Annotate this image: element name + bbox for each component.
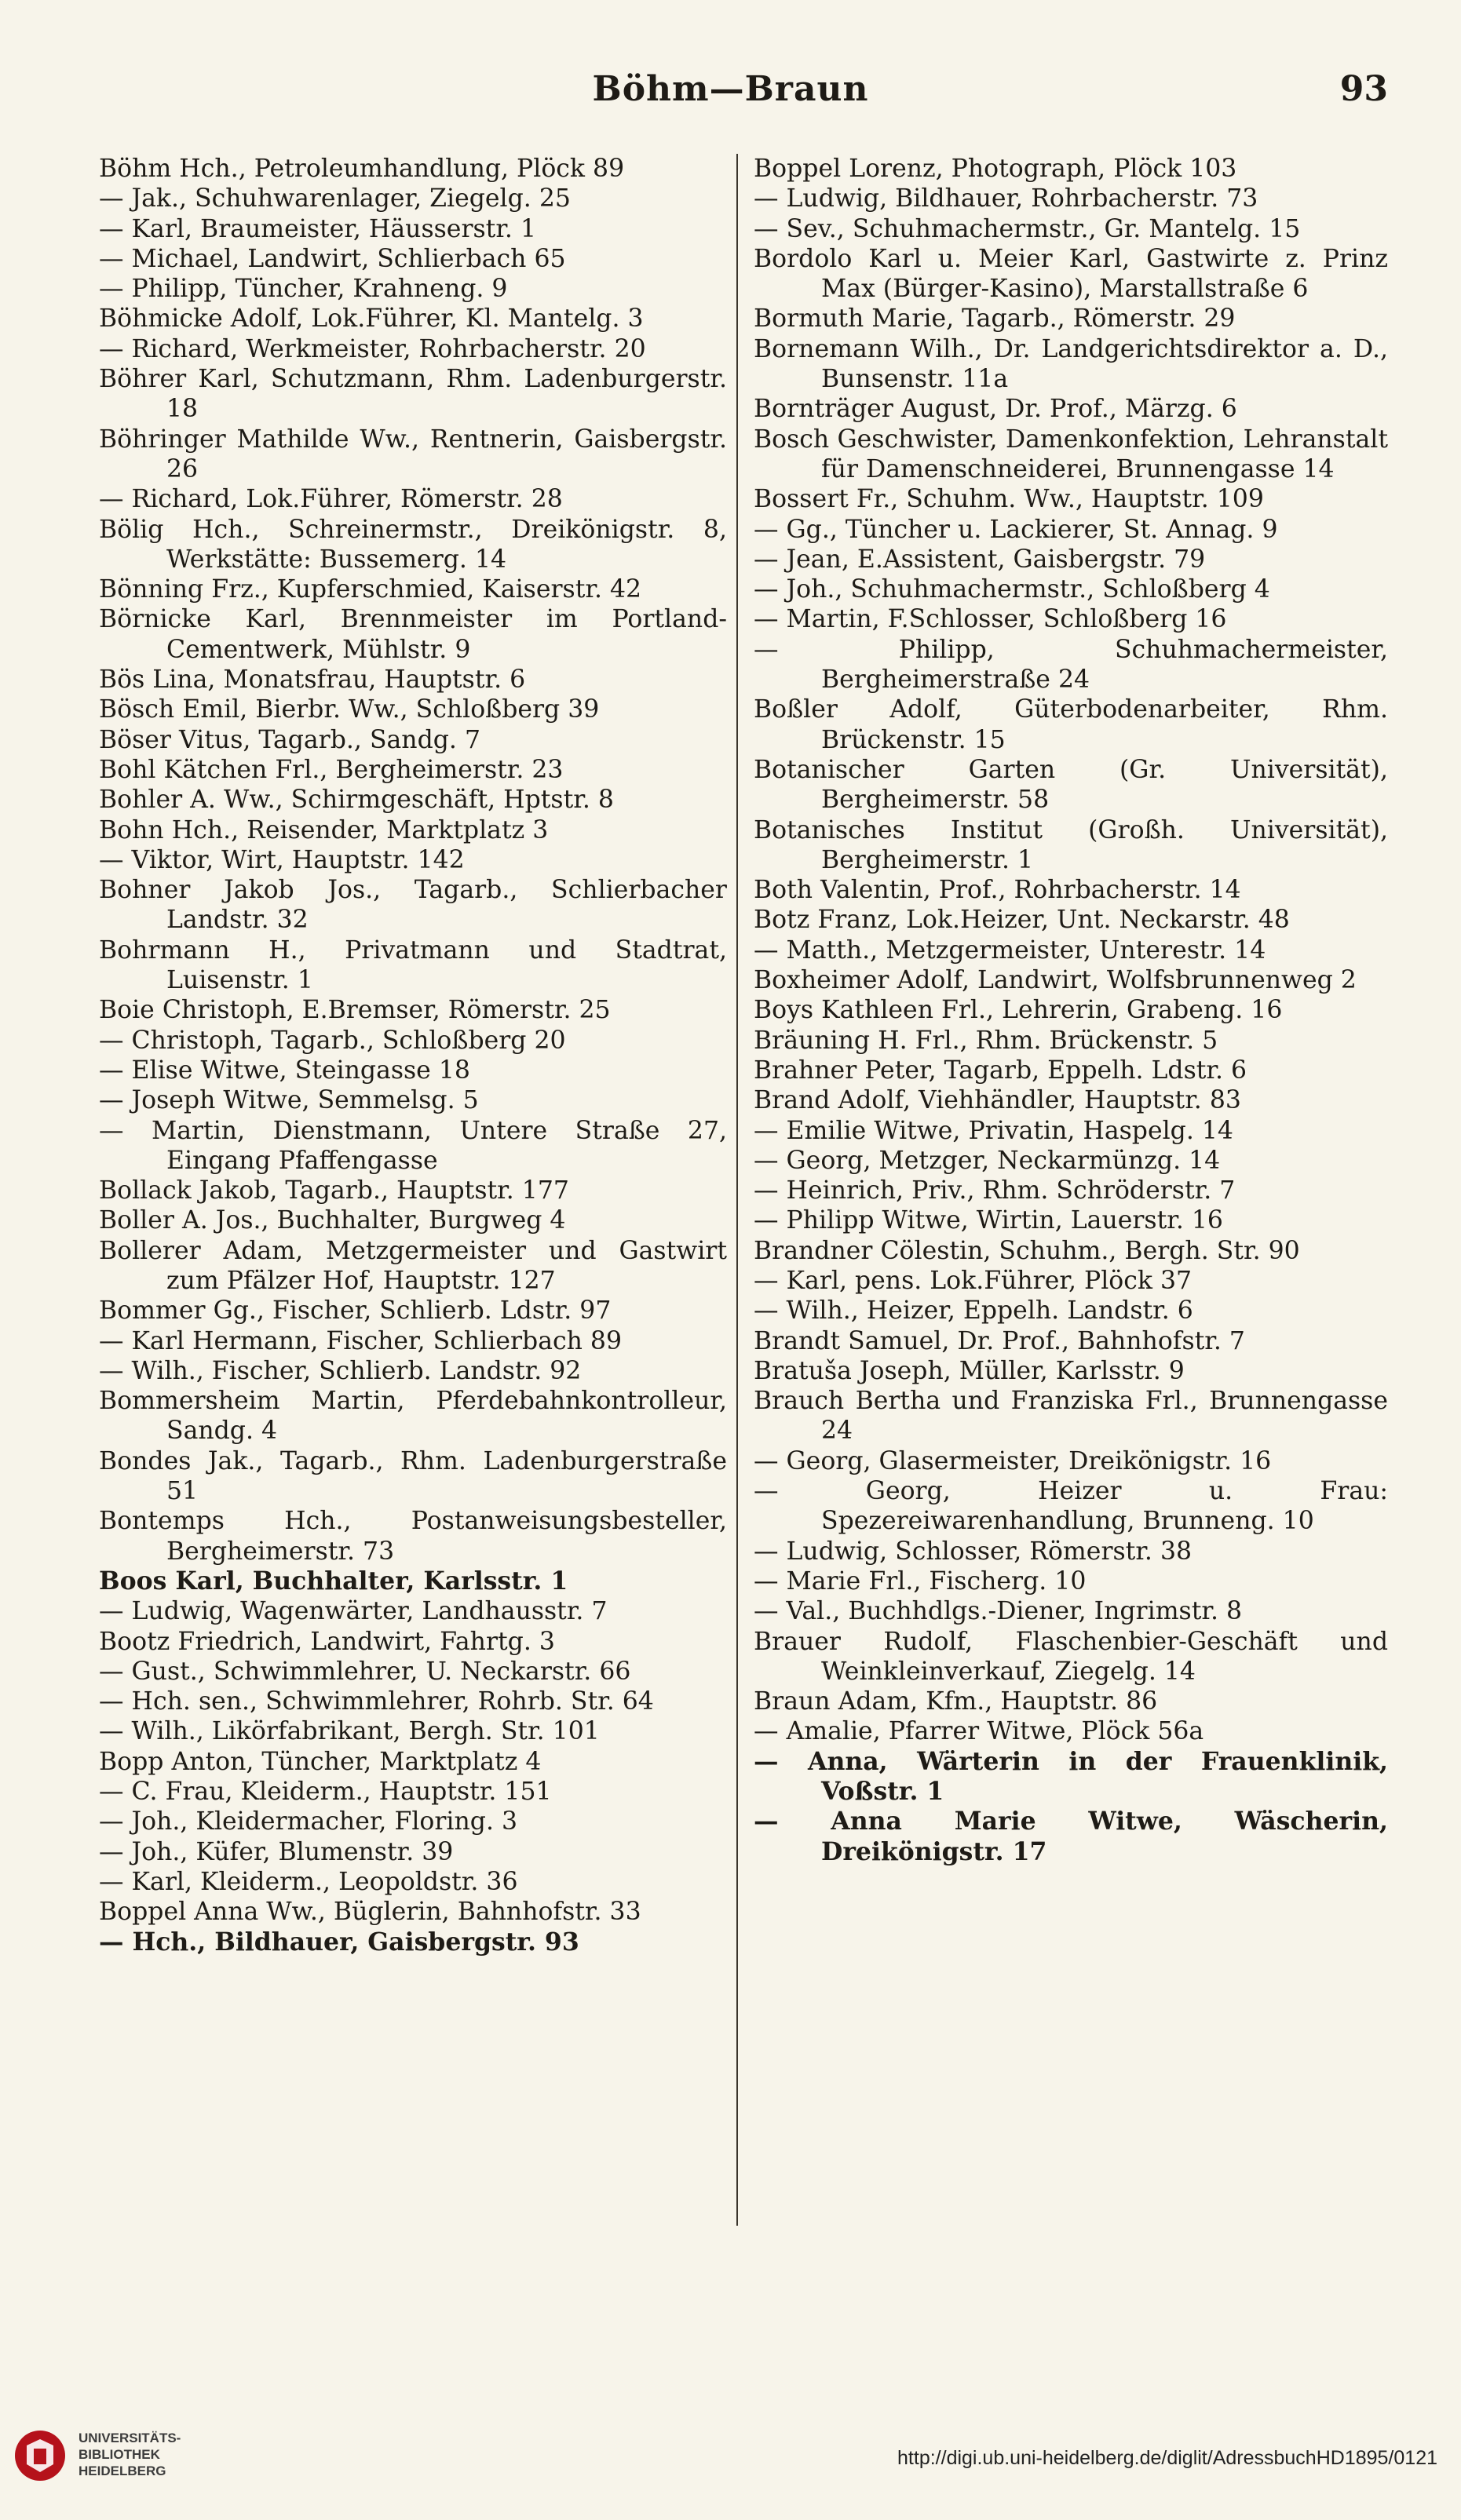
directory-entry: Botanischer Garten (Gr. Universität), Bergheimerstr. 58 [754, 755, 1388, 815]
directory-entry: Bohl Kätchen Frl., Bergheimerstr. 23 [99, 755, 564, 784]
directory-entry: — Gg., Tüncher u. Lackierer, St. Annag. 9 [754, 515, 1278, 544]
directory-entry: — Joh., Küfer, Blumenstr. 39 [99, 1837, 454, 1866]
page-number: 93 [1339, 69, 1388, 109]
directory-entry: Bohn Hch., Reisender, Marktplatz 3 [99, 815, 549, 844]
directory-entry: Braun Adam, Kfm., Hauptstr. 86 [754, 1687, 1158, 1716]
library-seal-icon [13, 2428, 68, 2483]
directory-entry: — Joh., Kleidermacher, Floring. 3 [99, 1807, 518, 1836]
directory-entry: — Karl, Kleiderm., Leopoldstr. 36 [99, 1867, 518, 1896]
library-name [79, 2430, 181, 2479]
directory-entry: Bommersheim Martin, Pferdebahnkontrolleur, Sandg. 4 [99, 1387, 727, 1446]
footer-bar [0, 2420, 1461, 2493]
running-header [0, 69, 1461, 124]
directory-entry: Bräuning H. Frl., Rhm. Brückenstr. 5 [754, 1026, 1218, 1055]
directory-entry: Boys Kathleen Frl., Lehrerin, Grabeng. 16 [754, 996, 1283, 1025]
directory-entry: — Jak., Schuhwarenlager, Ziegelg. 25 [99, 184, 571, 213]
directory-entry: Boos Karl, Buchhalter, Karlsstr. 1 [99, 1566, 568, 1596]
directory-entry: Bratuša Joseph, Müller, Karlsstr. 9 [754, 1356, 1185, 1385]
directory-entry: Brandner Cölestin, Schuhm., Bergh. Str. 90 [754, 1236, 1300, 1265]
directory-entry: — Karl, pens. Lok.Führer, Plöck 37 [754, 1266, 1193, 1295]
directory-entry: — Georg, Heizer u. Frau: Spezereiwarenhandlung, Brunneng. 10 [754, 1477, 1388, 1536]
directory-entry: — Elise Witwe, Steingasse 18 [99, 1056, 470, 1085]
directory-entry: — Philipp, Schuhmachermeister, Bergheimerstraße 24 [754, 635, 1388, 695]
directory-entry: Börnicke Karl, Brennmeister im Portland-Cementwerk, Mühlstr. 9 [99, 605, 727, 664]
directory-entry: Bondes Jak., Tagarb., Rhm. Ladenburgerstraße 51 [99, 1446, 727, 1506]
directory-entry: — Hch. sen., Schwimmlehrer, Rohrb. Str. 64 [99, 1687, 654, 1716]
directory-entry: Boller A. Jos., Buchhalter, Burgweg 4 [99, 1206, 566, 1235]
left-column [99, 154, 727, 1957]
directory-entry: Bösch Emil, Bierbr. Ww., Schloßberg 39 [99, 695, 600, 724]
directory-entry: Böser Vitus, Tagarb., Sandg. 7 [99, 725, 480, 754]
directory-entry: — Georg, Metzger, Neckarmünzg. 14 [754, 1146, 1221, 1175]
directory-entry: — Ludwig, Bildhauer, Rohrbacherstr. 73 [754, 184, 1258, 213]
directory-entry: — Martin, F.Schlosser, Schloßberg 16 [754, 605, 1227, 634]
directory-entry: Bordolo Karl u. Meier Karl, Gastwirte z. Prinz Max (Bürger-Kasino), Marstallstraße 6 [754, 244, 1388, 304]
directory-entry: Boxheimer Adolf, Landwirt, Wolfsbrunnenweg 2 [754, 966, 1357, 995]
directory-entry: Bohner Jakob Jos., Tagarb., Schlierbacher Landstr. 32 [99, 876, 727, 935]
directory-entry: Bös Lina, Monatsfrau, Hauptstr. 6 [99, 666, 526, 695]
directory-entry: — Ludwig, Schlosser, Römerstr. 38 [754, 1537, 1193, 1566]
directory-entry: — C. Frau, Kleiderm., Hauptstr. 151 [99, 1778, 552, 1807]
directory-entry: — Anna, Wärterin in der Frauenklinik, Voßstr. 1 [754, 1746, 1388, 1807]
directory-entry: — Joseph Witwe, Semmelsg. 5 [99, 1086, 479, 1115]
directory-entry: Bornemann Wilh., Dr. Landgerichtsdirektor a. D., Bunsenstr. 11a [754, 334, 1388, 394]
directory-entry: Boie Christoph, E.Bremser, Römerstr. 25 [99, 996, 611, 1025]
directory-entry: Brauch Bertha und Franziska Frl., Brunnengasse 24 [754, 1387, 1388, 1446]
directory-entry: — Philipp, Tüncher, Krahneng. 9 [99, 275, 508, 304]
directory-entry: — Martin, Dienstmann, Untere Straße 27, Eingang Pfaffengasse [99, 1116, 727, 1175]
directory-entry: Boßler Adolf, Güterbodenarbeiter, Rhm. Brückenstr. 15 [754, 695, 1388, 754]
directory-entry: — Philipp Witwe, Wirtin, Lauerstr. 16 [754, 1206, 1223, 1235]
directory-entry: — Val., Buchhdlgs.-Diener, Ingrimstr. 8 [754, 1597, 1243, 1626]
directory-entry: — Georg, Glasermeister, Dreikönigstr. 16 [754, 1446, 1272, 1475]
directory-entry: — Emilie Witwe, Privatin, Haspelg. 14 [754, 1116, 1233, 1145]
column-divider [736, 154, 738, 2226]
directory-entry: Böhmicke Adolf, Lok.Führer, Kl. Mantelg. 3 [99, 305, 644, 334]
directory-entry: — Richard, Lok.Führer, Römerstr. 28 [99, 485, 563, 514]
directory-entry: Bollack Jakob, Tagarb., Hauptstr. 177 [99, 1176, 569, 1205]
directory-entry: Bohrmann H., Privatmann und Stadtrat, Luisenstr. 1 [99, 935, 727, 995]
directory-entry: Brahner Peter, Tagarb, Eppelh. Ldstr. 6 [754, 1056, 1247, 1085]
directory-entry: — Jean, E.Assistent, Gaisbergstr. 79 [754, 545, 1206, 574]
directory-entry: — Karl Hermann, Fischer, Schlierbach 89 [99, 1326, 623, 1355]
library-line-1: UNIVERSITÄTS- [79, 2431, 181, 2445]
directory-entry: Brandt Samuel, Dr. Prof., Bahnhofstr. 7 [754, 1326, 1245, 1355]
directory-entry: Bootz Friedrich, Landwirt, Fahrtg. 3 [99, 1627, 555, 1656]
directory-entry: — Gust., Schwimmlehrer, U. Neckarstr. 66 [99, 1657, 631, 1686]
directory-entry: Bölig Hch., Schreinermstr., Dreikönigstr. 8, Werkstätte: Bussemerg. 14 [99, 515, 727, 574]
right-column [754, 154, 1388, 1867]
directory-entry: Bontemps Hch., Postanweisungsbesteller, Bergheimerstr. 73 [99, 1507, 727, 1566]
directory-entry: Bommer Gg., Fischer, Schlierb. Ldstr. 97 [99, 1296, 612, 1326]
directory-entry: Bossert Fr., Schuhm. Ww., Hauptstr. 109 [754, 485, 1264, 514]
directory-entry: — Karl, Braumeister, Häusserstr. 1 [99, 214, 536, 243]
directory-entry: — Ludwig, Wagenwärter, Landhausstr. 7 [99, 1597, 608, 1626]
directory-entry: — Sev., Schuhmachermstr., Gr. Mantelg. 15 [754, 214, 1301, 243]
directory-entry: — Wilh., Fischer, Schlierb. Landstr. 92 [99, 1356, 582, 1385]
directory-entry: — Amalie, Pfarrer Witwe, Plöck 56a [754, 1717, 1204, 1746]
directory-entry: — Wilh., Heizer, Eppelh. Landstr. 6 [754, 1296, 1193, 1326]
directory-entry: Bopp Anton, Tüncher, Marktplatz 4 [99, 1747, 542, 1776]
library-line-3: HEIDELBERG [79, 2463, 166, 2478]
directory-entry: — Richard, Werkmeister, Rohrbacherstr. 20 [99, 334, 646, 363]
directory-entry: — Anna Marie Witwe, Wäscherin, Dreikönigstr. 17 [754, 1807, 1388, 1866]
source-url-link[interactable]: http://digi.ub.uni-heidelberg.de/diglit/AdressbuchHD1895/0121 [897, 2447, 1437, 2469]
running-head-title: Böhm—Braun [592, 69, 869, 109]
directory-entry: Bormuth Marie, Tagarb., Römerstr. 29 [754, 305, 1236, 334]
directory-entry: — Matth., Metzgermeister, Unterestr. 14 [754, 935, 1266, 965]
directory-entry: — Michael, Landwirt, Schlierbach 65 [99, 244, 566, 273]
directory-entry: Bornträger August, Dr. Prof., Märzg. 6 [754, 395, 1237, 424]
directory-entry: Böhm Hch., Petroleumhandlung, Plöck 89 [99, 155, 625, 183]
directory-entry: — Marie Frl., Fischerg. 10 [754, 1566, 1087, 1596]
directory-entry: — Viktor, Wirt, Hauptstr. 142 [99, 845, 465, 874]
directory-entry: Bönning Frz., Kupferschmied, Kaiserstr. 42 [99, 575, 642, 604]
directory-entry: Botanisches Institut (Großh. Universität), Bergheimerstr. 1 [754, 815, 1388, 874]
directory-entry: Bohler A. Ww., Schirmgeschäft, Hptstr. 8 [99, 786, 614, 815]
directory-entry: — Joh., Schuhmachermstr., Schloßberg 4 [754, 575, 1270, 604]
directory-entry: Brand Adolf, Viehhändler, Hauptstr. 83 [754, 1086, 1241, 1115]
directory-entry: — Christoph, Tagarb., Schloßberg 20 [99, 1026, 566, 1055]
library-line-2: BIBLIOTHEK [79, 2447, 160, 2462]
directory-entry: — Heinrich, Priv., Rhm. Schröderstr. 7 [754, 1176, 1236, 1205]
directory-entry: Böhringer Mathilde Ww., Rentnerin, Gaisbergstr. 26 [99, 425, 727, 483]
directory-entry: Botz Franz, Lok.Heizer, Unt. Neckarstr. 48 [754, 906, 1290, 935]
directory-entry: Boppel Lorenz, Photograph, Plöck 103 [754, 155, 1237, 183]
directory-entry: Brauer Rudolf, Flaschenbier-Geschäft und Weinkleinverkauf, Ziegelg. 14 [754, 1627, 1388, 1686]
directory-entry: — Hch., Bildhauer, Gaisbergstr. 93 [99, 1927, 579, 1957]
directory-entry: Bosch Geschwister, Damenkonfektion, Lehranstalt für Damenschneiderei, Brunnengasse 14 [754, 425, 1388, 483]
directory-entry: Bollerer Adam, Metzgermeister und Gastwirt zum Pfälzer Hof, Hauptstr. 127 [99, 1236, 727, 1295]
directory-entry: Boppel Anna Ww., Büglerin, Bahnhofstr. 33 [99, 1898, 641, 1927]
directory-entry: Böhrer Karl, Schutzmann, Rhm. Ladenburgerstr. 18 [99, 365, 727, 424]
directory-entry: Both Valentin, Prof., Rohrbacherstr. 14 [754, 876, 1241, 905]
directory-entry: — Wilh., Likörfabrikant, Bergh. Str. 101 [99, 1717, 600, 1746]
